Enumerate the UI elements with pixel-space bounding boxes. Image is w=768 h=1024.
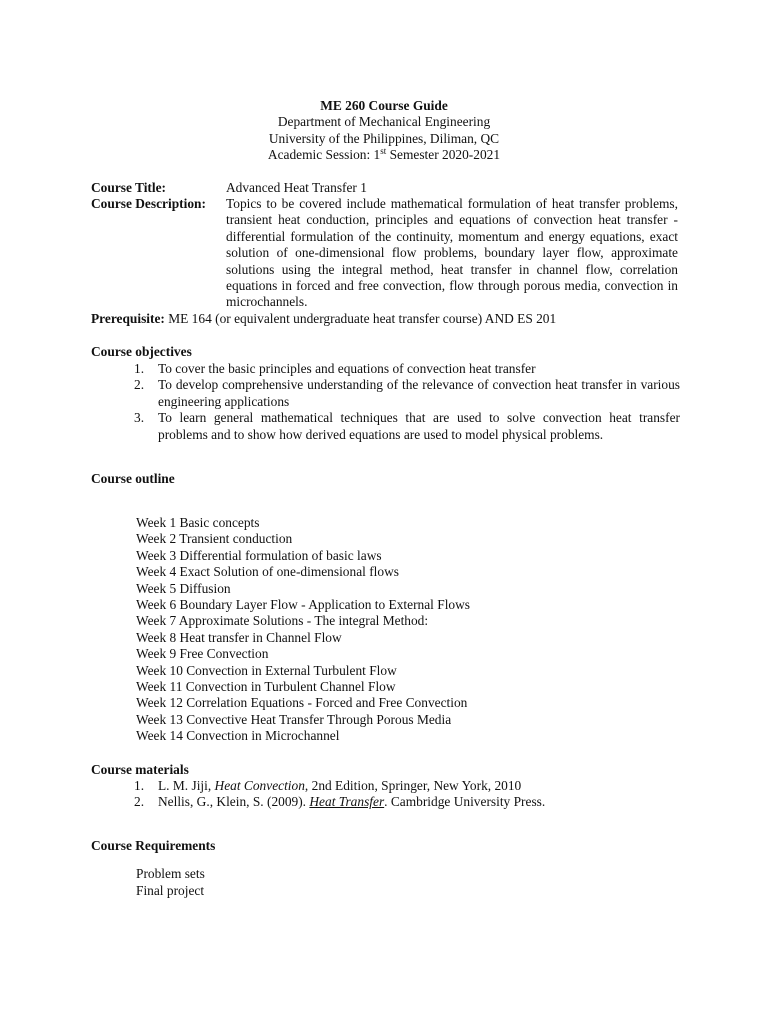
objectives-list: [114, 361, 680, 443]
week-item: Week 6 Boundary Layer Flow - Application to External Flows: [136, 596, 470, 612]
week-item: Week 10 Convection in External Turbulent Flow: [136, 662, 397, 678]
department-line: Department of Mechanical Engineering: [277, 114, 491, 129]
objective-number: 3.: [134, 410, 145, 426]
material-author: Nellis, G., Klein, S. (2009).: [158, 794, 310, 810]
objective-item: [114, 377, 680, 410]
week-item: Week 11 Convection in Turbulent Channel Flow: [136, 678, 396, 694]
requirement-item: Problem sets: [136, 866, 205, 881]
week-item: Week 12 Correlation Equations - Forced and Free Convection: [136, 695, 468, 711]
week-item: Week 7 Approximate Solutions - The integral Method:: [136, 613, 429, 629]
description-line: transient heat conduction, principles and equations of convection heat transfer -: [226, 212, 678, 228]
week-item: Week 1 Basic concepts: [136, 515, 260, 530]
objective-item: [114, 410, 680, 443]
session-superscript: st: [380, 146, 387, 156]
objective-text: To learn general mathematical techniques that are used to solve convection heat transfer problems and to show how derived equations are used to model physical problems.: [158, 410, 680, 442]
material-title-link[interactable]: Heat Transfer: [309, 794, 385, 810]
academic-session-line: [0, 147, 768, 163]
course-description-label: Course Description:: [91, 196, 206, 211]
description-line: microchannels.: [226, 294, 308, 310]
university-line: University of the Philippines, Diliman, QC: [268, 131, 500, 146]
materials-heading: Course materials: [91, 762, 189, 777]
objective-item: [114, 361, 680, 377]
prerequisite-label: Prerequisite:: [91, 311, 165, 326]
week-item: Week 9 Free Convection: [136, 646, 269, 662]
description-line: solutions using the integral method, heat transfer in channel flow, correlation: [226, 261, 678, 277]
material-title: Heat Convection: [214, 778, 305, 793]
requirements-heading: Course Requirements: [91, 838, 216, 853]
requirements-list: [136, 866, 205, 900]
week-item: Week 4 Exact Solution of one-dimensional flows: [136, 564, 399, 580]
description-line: solution of one-dimensional flow problems, boundary layer flow, approximate: [226, 245, 678, 261]
material-item: [114, 794, 680, 810]
objective-number: 1.: [134, 361, 145, 376]
session-suffix: Semester 2020-2021: [386, 147, 501, 162]
objective-text: To cover the basic principles and equations of convection heat transfer: [158, 361, 536, 376]
objective-text: To develop comprehensive understanding of the relevance of convection heat transfer in various engineering applications: [158, 377, 680, 409]
description-line: equations in forced and free convection, flow through porous media, convection in: [226, 278, 678, 294]
requirement-item: Final project: [136, 883, 205, 898]
material-author: L. M. Jiji,: [158, 778, 215, 793]
week-item: Week 13 Convective Heat Transfer Through Porous Media: [136, 711, 452, 727]
outline-week-list: [136, 515, 636, 744]
material-number: 2.: [134, 794, 145, 810]
course-title-label: Course Title:: [91, 180, 167, 195]
course-title-value: Advanced Heat Transfer 1: [226, 180, 367, 195]
document-title: ME 260 Course Guide: [320, 98, 448, 113]
materials-list: [114, 778, 680, 811]
week-item: Week 2 Transient conduction: [136, 531, 293, 547]
course-description-text: [226, 196, 678, 311]
week-item: Week 14 Convection in Microchannel: [136, 728, 340, 744]
session-prefix: Academic Session: 1: [267, 147, 381, 162]
week-item: Week 8 Heat transfer in Channel Flow: [136, 629, 342, 645]
objective-number: 2.: [134, 377, 145, 393]
material-item: [114, 778, 680, 794]
objectives-heading: Course objectives: [91, 344, 192, 359]
material-publisher: . Cambridge University Press.: [384, 794, 546, 810]
prerequisite-line: [91, 311, 556, 327]
outline-heading: Course outline: [91, 471, 175, 486]
description-line: differential formulation of the continuity, momentum and energy equations, exact: [226, 228, 678, 244]
week-item: Week 5 Diffusion: [136, 580, 231, 596]
material-publisher: , 2nd Edition, Springer, New York, 2010: [304, 778, 522, 793]
prerequisite-value: ME 164 (or equivalent undergraduate heat transfer course) AND ES 201: [164, 311, 557, 326]
description-line: Topics to be covered include mathematical formulation of heat transfer problems,: [226, 196, 678, 211]
material-number: 1.: [134, 778, 145, 793]
week-item: Week 3 Differential formulation of basic laws: [136, 547, 382, 563]
